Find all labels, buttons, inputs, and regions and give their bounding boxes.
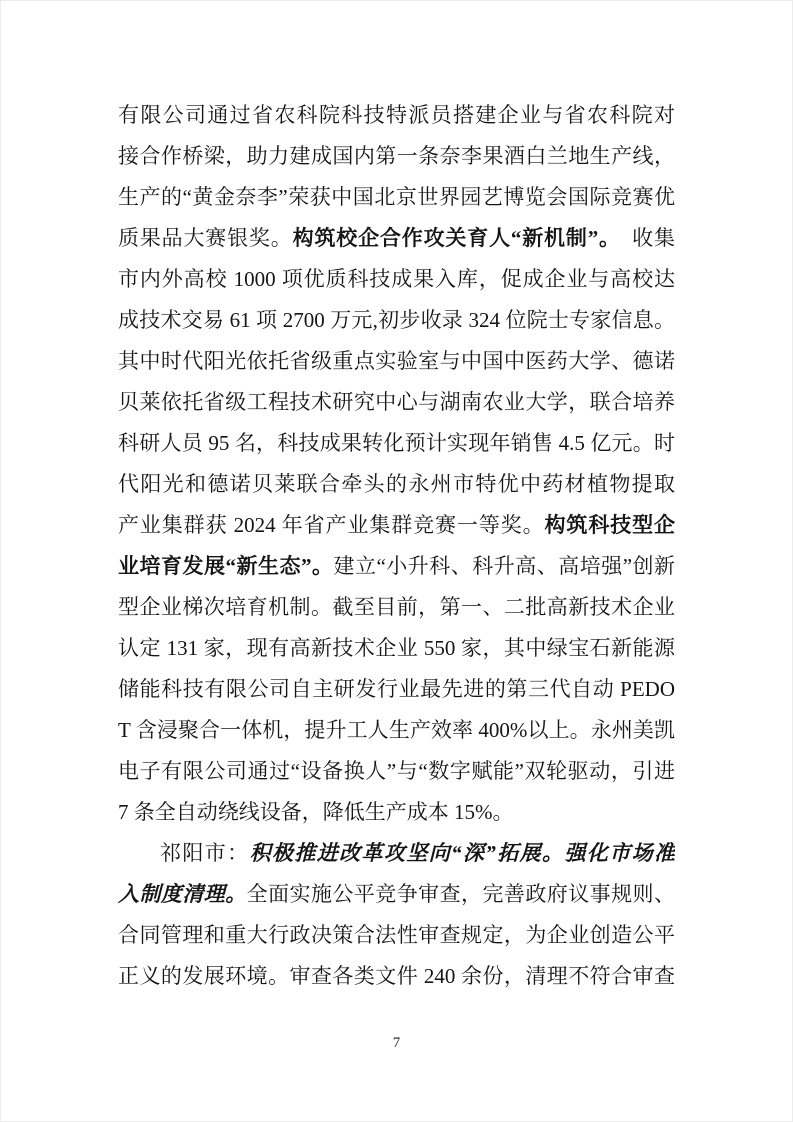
text-line	[118, 710, 675, 751]
text-segment: 贝莱依托省级工程技术研究中心与湖南农业大学，联合培养	[118, 390, 675, 414]
text-segment: 合同管理和重大行政决策合法性审查规定，为企业创造公平	[118, 923, 675, 947]
text-segment: T 含浸聚合一体机，提升工人生产效率 400%以上。永州美凯	[118, 718, 675, 742]
text-segment: 构筑科技型企	[544, 513, 675, 537]
text-line	[118, 218, 675, 259]
text-line	[118, 464, 675, 505]
text-line	[118, 956, 675, 997]
text-segment: 储能科技有限公司自主研发行业最先进的第三代自动 PEDO	[118, 677, 675, 701]
text-segment: 业培育发展“新生态”。	[118, 554, 334, 578]
text-line	[118, 833, 675, 874]
text-segment: 型企业梯次培育机制。截至目前，第一、二批高新技术企业	[118, 595, 675, 619]
text-segment: 电子有限公司通过“设备换人”与“数字赋能”双轮驱动，引进	[118, 759, 675, 783]
text-line	[118, 874, 675, 915]
text-segment: 祁阳市：	[160, 841, 250, 865]
text-line	[118, 136, 675, 177]
text-segment: 接合作桥梁，助力建成国内第一条奈李果酒白兰地生产线，	[118, 144, 675, 168]
text-segment: 构筑校企合作攻关育人“新机制”。	[292, 226, 611, 250]
text-line	[118, 177, 675, 218]
text-line	[118, 382, 675, 423]
text-line	[118, 300, 675, 341]
text-segment: 收集	[610, 226, 675, 250]
text-segment: 认定 131 家，现有高新技术企业 550 家，其中绿宝石新能源	[118, 636, 675, 660]
text-segment: 入制度清理。	[118, 882, 247, 906]
text-line	[118, 423, 675, 464]
text-segment: 生产的“黄金奈李”荣获中国北京世界园艺博览会国际竞赛优	[118, 185, 675, 209]
text-segment: 正义的发展环境。审查各类文件 240 余份，清理不符合审查	[118, 964, 675, 988]
text-line	[118, 546, 675, 587]
text-line	[118, 95, 675, 136]
text-segment: 成技术交易 61 项 2700 万元,初步收录 324 位院士专家信息。	[118, 308, 675, 332]
text-segment: 其中时代阳光依托省级重点实验室与中国中医药大学、德诺	[118, 349, 675, 373]
text-line	[118, 341, 675, 382]
text-line	[118, 915, 675, 956]
page-number: 7	[392, 1035, 401, 1051]
text-line	[118, 792, 675, 833]
text-segment: 7 条全自动绕线设备，降低生产成本 15%。	[118, 800, 514, 824]
text-segment: 有限公司通过省农科院科技特派员搭建企业与省农科院对	[118, 103, 675, 127]
text-line	[118, 751, 675, 792]
text-segment: 产业集群获 2024 年省产业集群竞赛一等奖。	[118, 513, 545, 537]
text-segment: 市内外高校 1000 项优质科技成果入库，促成企业与高校达	[118, 267, 675, 291]
text-segment: 代阳光和德诺贝莱联合牵头的永州市特优中药材植物提取	[118, 472, 675, 496]
text-line	[118, 669, 675, 710]
text-segment: 建立“小升科、科升高、高培强”创新	[333, 554, 675, 578]
text-line	[118, 505, 675, 546]
text-line	[118, 259, 675, 300]
text-segment: 科研人员 95 名，科技成果转化预计实现年销售 4.5 亿元。时	[118, 431, 675, 455]
text-line	[118, 628, 675, 669]
text-segment: 积极推进改革攻坚向“深”拓展。强化市场准	[249, 841, 675, 865]
text-line	[118, 587, 675, 628]
text-segment: 质果品大赛银奖。	[118, 226, 293, 250]
text-segment: 全面实施公平竞争审查，完善政府议事规则、	[246, 882, 675, 906]
body-text	[118, 95, 675, 997]
